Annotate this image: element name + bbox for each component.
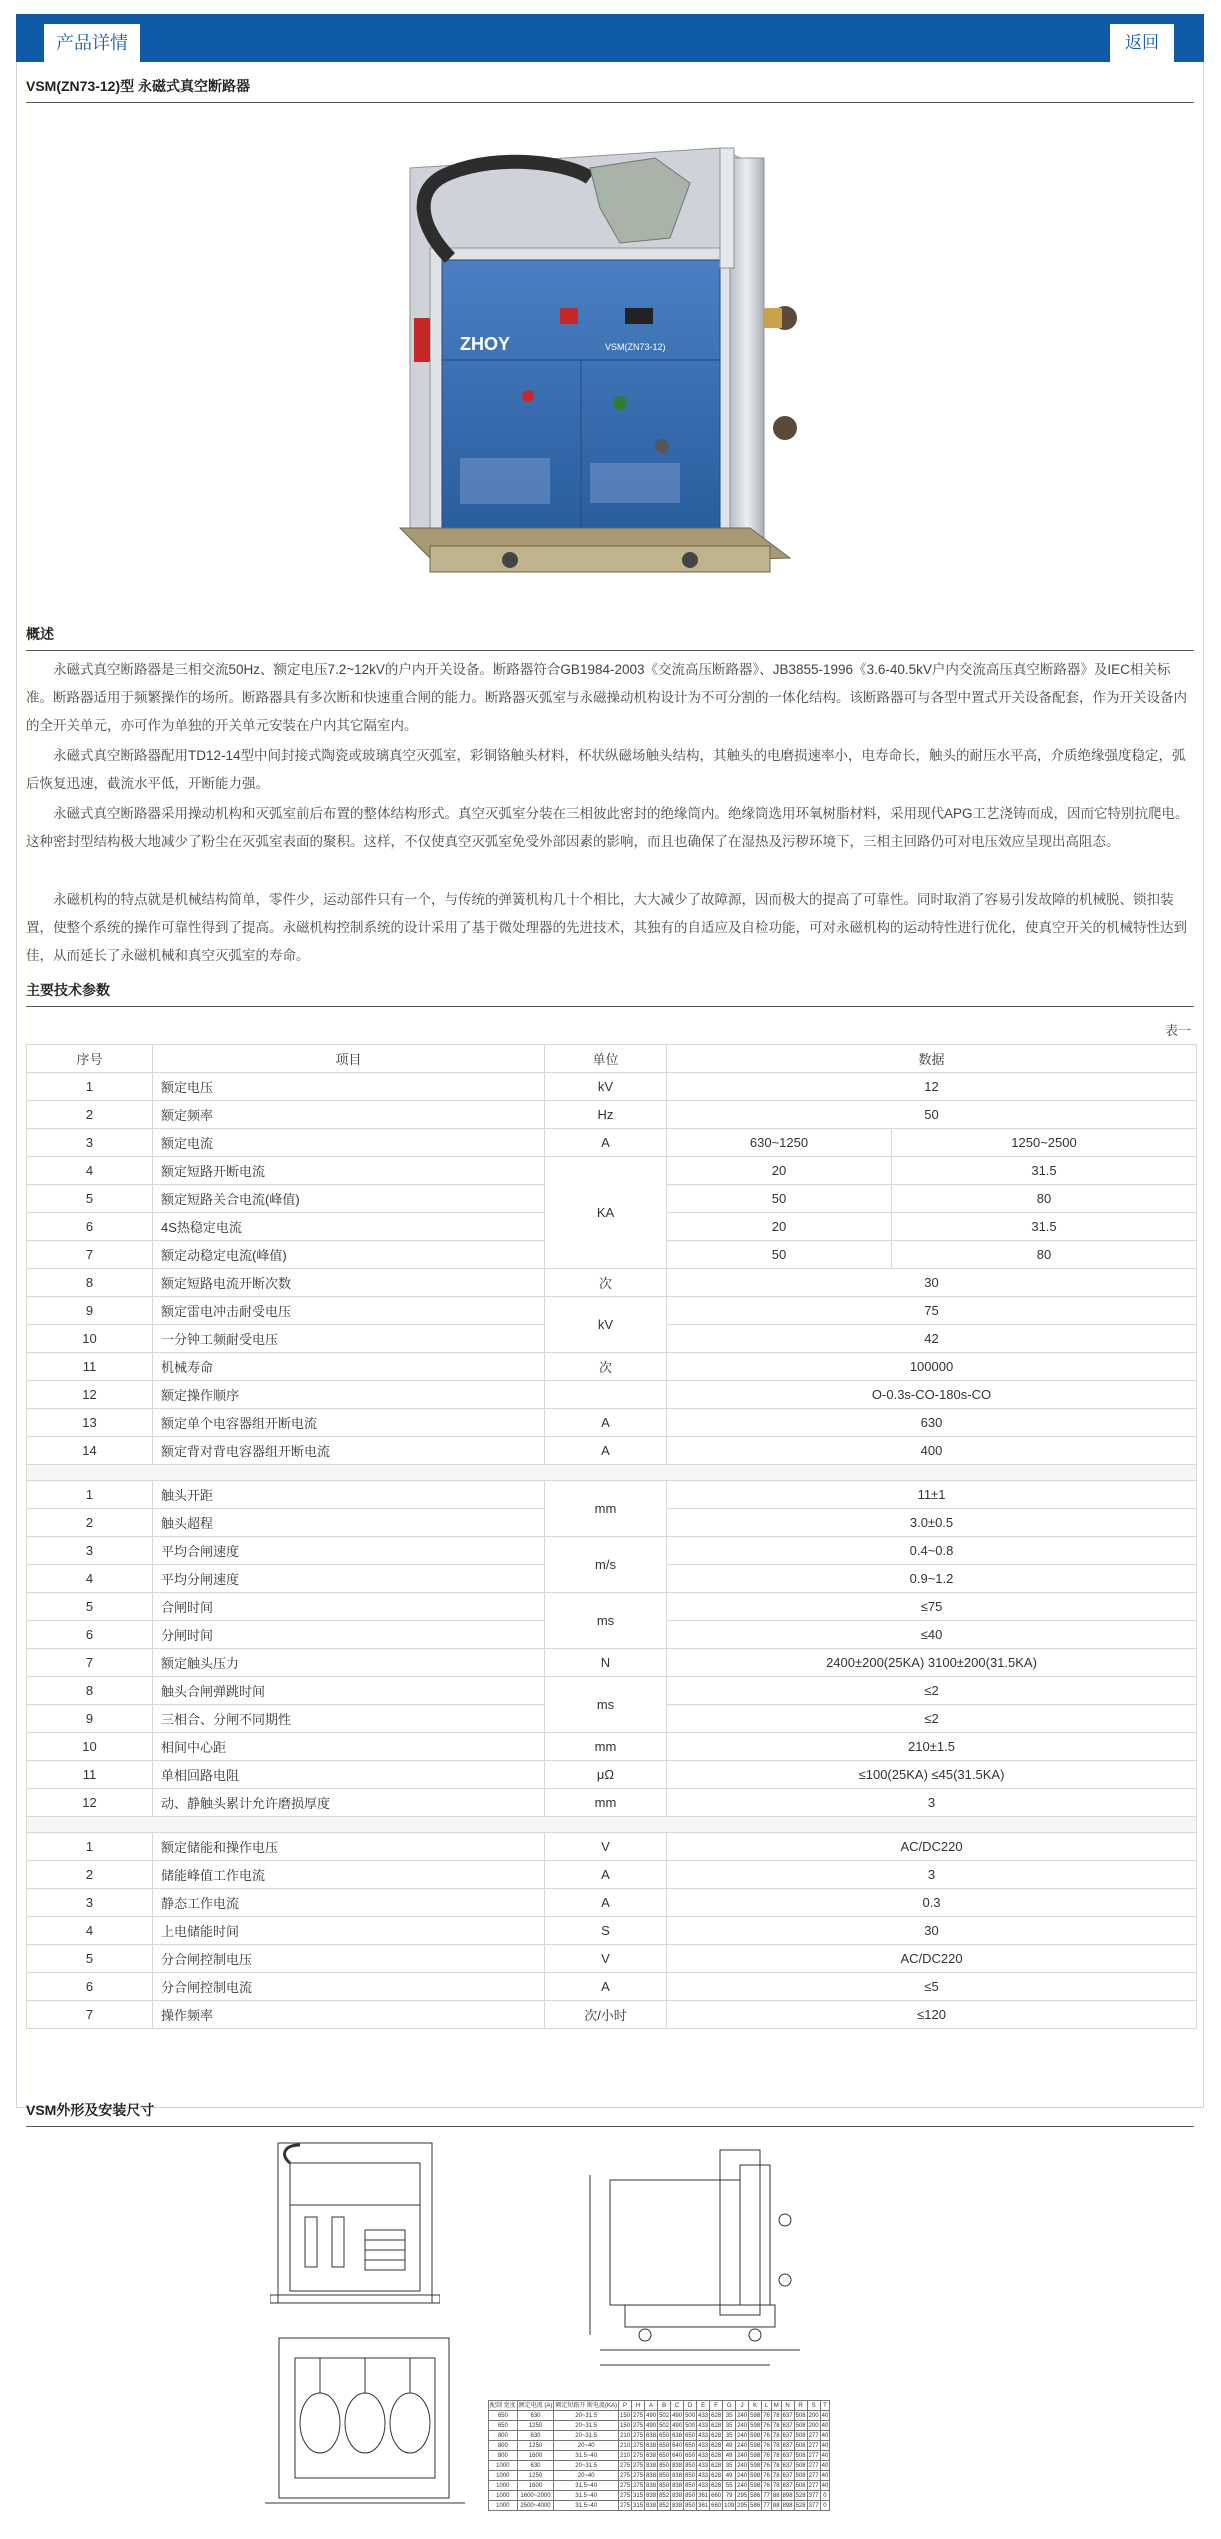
dim-cell: 502 — [659, 2422, 670, 2429]
dim-cell: 275 — [633, 2452, 644, 2459]
dim-cell: 433 — [698, 2422, 709, 2429]
dim-cell: 275 — [633, 2472, 644, 2479]
dim-cell: 586 — [750, 2502, 761, 2509]
dim-cell: 800 — [489, 2451, 518, 2461]
table-row: 12 动、静触头累计允许磨损厚度 mm 3 — [27, 1789, 1197, 1817]
table-row: 6 分合闸控制电流 A ≤5 — [27, 1973, 1197, 2001]
dim-cell: 650 — [489, 2421, 518, 2431]
dim-cell: 1250 — [517, 2471, 554, 2481]
dim-cell: 852 — [659, 2502, 670, 2509]
dim-cell: 240 — [737, 2452, 748, 2459]
dim-cell: 40 — [821, 2482, 829, 2489]
dim-cell: 898 — [782, 2502, 793, 2509]
dim-header-cell: B — [658, 2401, 671, 2411]
dim-cell: 638 — [646, 2452, 657, 2459]
table-header-row — [27, 1045, 1197, 1073]
product-title: VSM(ZN73-12)型 永磁式真空断路器 — [26, 76, 1194, 103]
unit-kv: kV — [545, 1297, 667, 1353]
dim-cell: 79 — [723, 2491, 736, 2501]
dim-cell: 490 — [646, 2412, 657, 2419]
table-row: 4 额定短路开断电流 KA 20 31.5 — [27, 1157, 1197, 1185]
dim-cell: 630 — [517, 2411, 554, 2421]
dim-header-cell: M — [771, 2401, 781, 2411]
dim-cell: 638 — [672, 2432, 683, 2439]
dim-header-cell: H — [632, 2401, 645, 2411]
dim-cell: 598 — [750, 2432, 761, 2439]
dim-cell: 637 — [782, 2462, 793, 2469]
dim-cell: 628 — [711, 2452, 722, 2459]
table-row: 3 平均合闸速度 m/s 0.4~0.8 — [27, 1537, 1197, 1565]
dim-cell: 433 — [698, 2472, 709, 2479]
dim-cell: 78 — [772, 2442, 780, 2449]
dim-cell: 838 — [672, 2492, 683, 2499]
dim-cell: 502 — [659, 2412, 670, 2419]
dim-cell: 275 — [620, 2492, 631, 2499]
table-row: 10 相间中心距 mm 210±1.5 — [27, 1733, 1197, 1761]
dim-cell: 650 — [659, 2452, 670, 2459]
dim-cell: 628 — [711, 2472, 722, 2479]
dim-cell: 0 — [820, 2501, 830, 2511]
dim-header-cell: 配制 宽度 — [490, 2402, 516, 2409]
dim-header-cell: F — [710, 2401, 723, 2411]
dim-cell: 275 — [633, 2412, 644, 2419]
dim-cell: 838 — [672, 2502, 683, 2509]
dim-cell: 275 — [633, 2442, 644, 2449]
dim-cell: 315 — [633, 2502, 644, 2509]
table-number: 表一 — [1164, 1023, 1191, 1038]
dim-cell: 490 — [646, 2422, 657, 2429]
dim-cell: 628 — [711, 2412, 722, 2419]
front-view-drawing — [270, 2135, 440, 2315]
dim-header-cell: 额定电流 (A) — [518, 2402, 553, 2409]
dim-row — [489, 2411, 830, 2421]
dim-cell: 637 — [782, 2432, 793, 2439]
dim-cell: 586 — [750, 2492, 761, 2499]
dim-cell: 40 — [821, 2452, 829, 2459]
dim-header-cell: T — [820, 2401, 830, 2411]
dim-cell: 630 — [517, 2461, 554, 2471]
dim-row — [489, 2421, 830, 2431]
dim-cell: 150 — [620, 2412, 631, 2419]
dim-cell: 660 — [711, 2502, 722, 2509]
dim-cell: 508 — [795, 2472, 806, 2479]
dim-cell: 852 — [659, 2492, 670, 2499]
overview-paragraph-1: 永磁式真空断路器是三相交流50Hz、额定电压7.2~12kV的户内开关设备。断路器符合GB1984-2003《交流高压断路器》、JB3855-1996《3.6-40.5kV户内交流高压真空断路器》及IEC相关标准。断路器适用于频繁操作的场所。断路器具有多次断和快速重合闸的能力。断路器灭弧室与永磁操动机构设计为不可分割的一体化结构。该断路器可与各型中置式开关设备配套，作为开关设备内的全开关单元，亦可作为单独的开关单元安装在户内其它隔室内。 — [26, 662, 1187, 733]
dim-cell: 850 — [659, 2472, 670, 2479]
table-row: 9 三相合、分闸不同期性 ≤2 — [27, 1705, 1197, 1733]
dim-cell: 76 — [763, 2442, 770, 2449]
dim-cell: 200 — [808, 2422, 819, 2429]
dim-header-cell: J — [736, 2401, 749, 2411]
dim-cell: 850 — [659, 2462, 670, 2469]
dim-cell: 598 — [750, 2412, 761, 2419]
dim-cell: 838 — [646, 2482, 657, 2489]
table-row: 13 额定单个电容器组开断电流 A 630 — [27, 1409, 1197, 1437]
dim-cell: 40 — [821, 2432, 829, 2439]
dim-cell: 78 — [772, 2432, 780, 2439]
dim-cell: 528 — [795, 2492, 806, 2499]
dim-cell: 78 — [772, 2452, 780, 2459]
dim-cell: 40 — [821, 2472, 829, 2479]
specs-heading: 主要技术参数 — [26, 980, 1194, 1007]
dim-cell: 240 — [737, 2462, 748, 2469]
dim-cell: 78 — [772, 2472, 780, 2479]
dim-cell: 898 — [782, 2492, 793, 2499]
dim-cell: 1000 — [489, 2471, 518, 2481]
top-bar — [16, 14, 1204, 62]
dim-cell: 650 — [685, 2442, 696, 2449]
unit-mm: mm — [545, 1481, 667, 1537]
dim-cell: 508 — [795, 2432, 806, 2439]
dim-cell: 508 — [795, 2452, 806, 2459]
dim-cell: 433 — [698, 2432, 709, 2439]
side-view-drawing — [570, 2135, 830, 2370]
brand-label: ZHOY — [460, 334, 511, 354]
dim-cell: 598 — [750, 2442, 761, 2449]
dim-cell: 31.5~40 — [554, 2491, 619, 2501]
dim-cell: 433 — [698, 2452, 709, 2459]
dim-header-cell: S — [807, 2401, 820, 2411]
dim-cell: 628 — [711, 2432, 722, 2439]
dim-cell: 637 — [782, 2482, 793, 2489]
table-row: 12 额定操作顺序 O-0.3s-CO-180s-CO — [27, 1381, 1197, 1409]
top-view-drawing — [265, 2328, 465, 2518]
dim-cell: 640 — [672, 2442, 683, 2449]
dim-header-cell: E — [697, 2401, 710, 2411]
dim-cell: 361 — [698, 2492, 709, 2499]
dim-cell: 88 — [772, 2492, 780, 2499]
dim-cell: 508 — [795, 2442, 806, 2449]
dim-cell: 20~40 — [554, 2471, 619, 2481]
dim-cell: 200 — [808, 2412, 819, 2419]
unit-ms: m/s — [545, 1537, 667, 1593]
overview-heading: 概述 — [26, 624, 1194, 651]
dim-cell: 637 — [782, 2472, 793, 2479]
model-label: VSM(ZN73-12) — [605, 342, 666, 352]
dim-cell: 76 — [763, 2482, 770, 2489]
dim-cell: 500 — [685, 2422, 696, 2429]
table-row: 7 额定触头压力 N 2400±200(25KA) 3100±200(31.5KA) — [27, 1649, 1197, 1677]
dim-cell: 240 — [737, 2412, 748, 2419]
dim-cell: 240 — [737, 2472, 748, 2479]
dim-cell: 35 — [723, 2461, 736, 2471]
table-row: 8 额定短路电流开断次数 次 30 — [27, 1269, 1197, 1297]
dim-cell: 210 — [620, 2452, 631, 2459]
dim-cell: 838 — [646, 2462, 657, 2469]
table-row: 7 操作频率 次/小时 ≤120 — [27, 2001, 1197, 2029]
dim-cell: 76 — [763, 2452, 770, 2459]
dim-cell: 628 — [711, 2482, 722, 2489]
dim-cell: 277 — [808, 2452, 819, 2459]
dim-cell: 508 — [795, 2462, 806, 2469]
overview-paragraph-4: 永磁机构的特点就是机械结构简单，零件少，运动部件只有一个，与传统的弹簧机构几十个相比，大大减少了故障源，因而极大的提高了可靠性。同时取消了容易引发故障的机械脱、锁扣装置，使整个系统的操作可靠性得到了提高。永磁机构控制系统的设计采用了基于微处理器的先进技术，其独有的自适应及自检功能，可对永磁机构的运动特性进行优化，使真空开关的机械特性达到佳，从而延长了永磁机械和真空灭弧室的寿命。 — [26, 892, 1187, 963]
dim-cell: 1000 — [489, 2461, 518, 2471]
dim-cell: 240 — [737, 2442, 748, 2449]
back-button[interactable]: 返回 — [1110, 24, 1174, 62]
dim-cell: 277 — [808, 2472, 819, 2479]
dim-cell: 275 — [620, 2472, 631, 2479]
dim-cell: 275 — [633, 2422, 644, 2429]
dim-cell: 76 — [763, 2412, 770, 2419]
dim-cell: 31.5~40 — [554, 2451, 619, 2461]
product-image — [390, 128, 830, 598]
dim-cell: 40 — [821, 2422, 829, 2429]
header-item: 项目 — [153, 1045, 545, 1073]
dim-cell: 78 — [772, 2422, 780, 2429]
dim-row — [489, 2481, 830, 2491]
dim-cell: 49 — [723, 2451, 736, 2461]
table-row: 8 触头合闸弹跳时间 ms ≤2 — [27, 1677, 1197, 1705]
dim-cell: 650 — [489, 2411, 518, 2421]
dim-cell: 598 — [750, 2462, 761, 2469]
dim-cell: 850 — [685, 2492, 696, 2499]
dim-cell: 109 — [724, 2502, 735, 2509]
dim-cell: 1000 — [489, 2481, 518, 2491]
dim-cell: 628 — [711, 2442, 722, 2449]
dim-cell: 1000 — [489, 2491, 518, 2501]
dim-row — [489, 2491, 830, 2501]
table-row: 2 额定频率 Hz 50 — [27, 1101, 1197, 1129]
dim-cell: 35 — [723, 2411, 736, 2421]
dim-header-cell: L — [762, 2401, 772, 2411]
dim-cell: 275 — [620, 2502, 631, 2509]
dim-cell: 40 — [821, 2442, 829, 2449]
dim-cell: 20~40 — [554, 2441, 619, 2451]
table-row: 11 机械寿命 次 100000 — [27, 1353, 1197, 1381]
header-no: 序号 — [27, 1045, 153, 1073]
spec-table — [26, 1044, 1197, 2029]
dim-cell: 490 — [672, 2422, 683, 2429]
dim-cell: 1600~2000 — [517, 2491, 554, 2501]
dim-cell: 76 — [763, 2432, 770, 2439]
dim-cell: 49 — [723, 2441, 736, 2451]
dim-cell: 275 — [620, 2482, 631, 2489]
table-row: 3 额定电流 A 630~1250 1250~2500 — [27, 1129, 1197, 1157]
dim-cell: 1600 — [517, 2451, 554, 2461]
table-row: 2 触头超程 3.0±0.5 — [27, 1509, 1197, 1537]
dim-cell: 1600 — [517, 2481, 554, 2491]
dim-cell: 20~31.5 — [554, 2461, 619, 2471]
dim-header-cell: G — [723, 2401, 736, 2411]
table-row: 2 储能峰值工作电流 A 3 — [27, 1861, 1197, 1889]
dimensions-table — [488, 2400, 830, 2511]
dim-row — [489, 2451, 830, 2461]
dim-cell: 637 — [782, 2452, 793, 2459]
dim-cell: 0 — [820, 2491, 830, 2501]
dim-cell: 275 — [620, 2462, 631, 2469]
table-row: 4 上电储能时间 S 30 — [27, 1917, 1197, 1945]
overview-paragraph-2: 永磁式真空断路器配用TD12-14型中间封接式陶瓷或玻璃真空灭弧室，彩铜铬触头材料，杯状纵磁场触头结构，其触头的电磨损速率小，电寿命长，触头的耐压水平高，介质绝缘强度稳定，弧后恢复迅速，截流水平低，开断能力强。 — [26, 748, 1186, 791]
table-row: 10 一分钟工频耐受电压 42 — [27, 1325, 1197, 1353]
dim-cell: 650 — [659, 2442, 670, 2449]
dim-cell: 240 — [737, 2432, 748, 2439]
dim-cell: 315 — [633, 2492, 644, 2499]
dim-cell: 508 — [795, 2422, 806, 2429]
dim-header-cell: K — [749, 2401, 762, 2411]
dim-cell: 277 — [808, 2482, 819, 2489]
dim-cell: 598 — [750, 2472, 761, 2479]
dim-cell: 628 — [711, 2462, 722, 2469]
dim-cell: 800 — [489, 2441, 518, 2451]
dim-cell: 637 — [782, 2442, 793, 2449]
dim-cell: 650 — [659, 2432, 670, 2439]
dim-cell: 88 — [772, 2502, 780, 2509]
dim-cell: 277 — [808, 2432, 819, 2439]
dim-header-cell: 额定短路开 断电流(KA) — [555, 2402, 618, 2409]
dim-cell: 210 — [620, 2442, 631, 2449]
dim-cell: 500 — [685, 2412, 696, 2419]
dim-cell: 650 — [685, 2452, 696, 2459]
dim-cell: 528 — [795, 2502, 806, 2509]
table-row: 3 静态工作电流 A 0.3 — [27, 1889, 1197, 1917]
dim-cell: 433 — [698, 2442, 709, 2449]
dim-cell: 78 — [772, 2482, 780, 2489]
dim-header-cell: A — [645, 2401, 658, 2411]
dim-cell: 78 — [772, 2462, 780, 2469]
dim-cell: 295 — [737, 2502, 748, 2509]
dim-cell: 150 — [620, 2422, 631, 2429]
dim-cell: 800 — [489, 2431, 518, 2441]
dim-cell: 598 — [750, 2452, 761, 2459]
dim-header-cell: D — [684, 2401, 697, 2411]
dim-cell: 275 — [633, 2462, 644, 2469]
dim-cell: 630 — [517, 2431, 554, 2441]
dim-cell: 1250 — [517, 2421, 554, 2431]
dim-cell: 660 — [711, 2492, 722, 2499]
header-unit: 单位 — [545, 1045, 667, 1073]
dim-cell: 240 — [737, 2482, 748, 2489]
dim-header-cell: R — [794, 2401, 807, 2411]
dim-cell: 490 — [672, 2412, 683, 2419]
dim-cell: 838 — [672, 2482, 683, 2489]
dim-cell: 31.5~40 — [554, 2501, 619, 2511]
table-row: 5 合闸时间 ms ≤75 — [27, 1593, 1197, 1621]
table-row: 1 额定电压 kV 12 — [27, 1073, 1197, 1101]
dim-cell: 377 — [808, 2502, 819, 2509]
dim-cell: 20~31.5 — [554, 2431, 619, 2441]
dim-cell: 433 — [698, 2482, 709, 2489]
dim-cell: 210 — [620, 2432, 631, 2439]
dim-cell: 628 — [711, 2422, 722, 2429]
table-row: 1 触头开距 mm 11±1 — [27, 1481, 1197, 1509]
tab-product-detail[interactable]: 产品详情 — [44, 24, 140, 62]
dim-cell: 295 — [737, 2492, 748, 2499]
dim-row — [489, 2471, 830, 2481]
dim-cell: 598 — [750, 2422, 761, 2429]
dim-cell: 637 — [782, 2412, 793, 2419]
dimensions-heading: VSM外形及安装尺寸 — [26, 2100, 1194, 2127]
dim-cell: 850 — [659, 2482, 670, 2489]
dim-cell: 240 — [737, 2422, 748, 2429]
dim-cell: 638 — [646, 2442, 657, 2449]
dim-cell: 76 — [763, 2422, 770, 2429]
table-gap-row — [27, 1465, 1197, 1481]
dim-cell: 850 — [685, 2482, 696, 2489]
dim-cell: 838 — [646, 2502, 657, 2509]
unit-time: ms — [545, 1593, 667, 1649]
dim-cell: 850 — [685, 2472, 696, 2479]
table-row: 11 单相回路电阻 μΩ ≤100(25KA) ≤45(31.5KA) — [27, 1761, 1197, 1789]
dim-cell: 433 — [698, 2412, 709, 2419]
dim-row — [489, 2431, 830, 2441]
dim-cell: 838 — [672, 2472, 683, 2479]
unit-time-2: ms — [545, 1677, 667, 1733]
dim-cell: 508 — [795, 2482, 806, 2489]
dim-header-cell: C — [671, 2401, 684, 2411]
dim-cell: 1250 — [517, 2441, 554, 2451]
dim-cell: 850 — [685, 2462, 696, 2469]
dim-cell: 640 — [672, 2452, 683, 2459]
dim-cell: 838 — [672, 2462, 683, 2469]
dim-cell: 361 — [698, 2502, 709, 2509]
table-row: 6 4S热稳定电流 20 31.5 — [27, 1213, 1197, 1241]
table-row: 5 额定短路关合电流(峰值) 50 80 — [27, 1185, 1197, 1213]
dim-cell: 40 — [821, 2462, 829, 2469]
dim-cell: 55 — [723, 2481, 736, 2491]
dim-cell: 433 — [698, 2462, 709, 2469]
dim-header-row — [489, 2401, 830, 2411]
table-row: 14 额定背对背电容器组开断电流 A 400 — [27, 1437, 1197, 1465]
table-row: 6 分闸时间 ≤40 — [27, 1621, 1197, 1649]
dim-header-cell: N — [781, 2401, 794, 2411]
dim-row — [489, 2441, 830, 2451]
dim-cell: 638 — [646, 2432, 657, 2439]
dim-cell: 49 — [723, 2471, 736, 2481]
header-value: 数据 — [667, 1045, 1197, 1073]
dim-row — [489, 2461, 830, 2471]
dim-cell: 77 — [763, 2492, 770, 2499]
dim-cell: 20~31.5 — [554, 2411, 619, 2421]
dim-cell: 35 — [723, 2421, 736, 2431]
dim-cell: 275 — [633, 2432, 644, 2439]
dim-cell: 838 — [646, 2492, 657, 2499]
dim-cell: 637 — [782, 2422, 793, 2429]
dim-cell: 598 — [750, 2482, 761, 2489]
overview-paragraph-3: 永磁式真空断路器采用操动机构和灭弧室前后布置的整体结构形式。真空灭弧室分装在三相彼此密封的绝缘筒内。绝缘筒选用环氧树脂材料，采用现代APG工艺浇铸而成，因而它特别抗爬电。这种密封型结构极大地减少了粉尘在灭弧室表面的聚积。这样，不仅使真空灭弧室免受外部因素的影响，而且也确保了在湿热及污秽环境下，三相主回路仍可对电压效应呈现出高阻态。 — [26, 806, 1189, 849]
dim-cell: 377 — [808, 2492, 819, 2499]
dim-cell: 650 — [685, 2432, 696, 2439]
dim-cell: 77 — [763, 2502, 770, 2509]
table-row: 1 额定储能和操作电压 V AC/DC220 — [27, 1833, 1197, 1861]
dim-header-cell: P — [619, 2401, 632, 2411]
dim-cell: 277 — [808, 2442, 819, 2449]
dim-cell: 508 — [795, 2412, 806, 2419]
table-row: 5 分合闸控制电压 V AC/DC220 — [27, 1945, 1197, 1973]
unit-ka: KA — [545, 1157, 667, 1269]
dim-cell: 838 — [646, 2472, 657, 2479]
dim-cell: 277 — [808, 2462, 819, 2469]
dim-cell: 76 — [763, 2472, 770, 2479]
dim-cell: 2500~4000 — [517, 2501, 554, 2511]
dim-cell: 275 — [633, 2482, 644, 2489]
dim-cell: 1000 — [489, 2501, 518, 2511]
dim-cell: 20~31.5 — [554, 2421, 619, 2431]
dim-cell: 31.5~40 — [554, 2481, 619, 2491]
dim-cell: 78 — [772, 2412, 780, 2419]
dim-row — [489, 2501, 830, 2511]
dim-cell: 35 — [723, 2431, 736, 2441]
table-row: 7 额定动稳定电流(峰值) 50 80 — [27, 1241, 1197, 1269]
dim-cell: 850 — [685, 2502, 696, 2509]
table-row: 9 额定雷电冲击耐受电压 kV 75 — [27, 1297, 1197, 1325]
table-gap-row — [27, 1817, 1197, 1833]
dim-cell: 76 — [763, 2462, 770, 2469]
table-row: 4 平均分闸速度 0.9~1.2 — [27, 1565, 1197, 1593]
dim-cell: 40 — [821, 2412, 829, 2419]
